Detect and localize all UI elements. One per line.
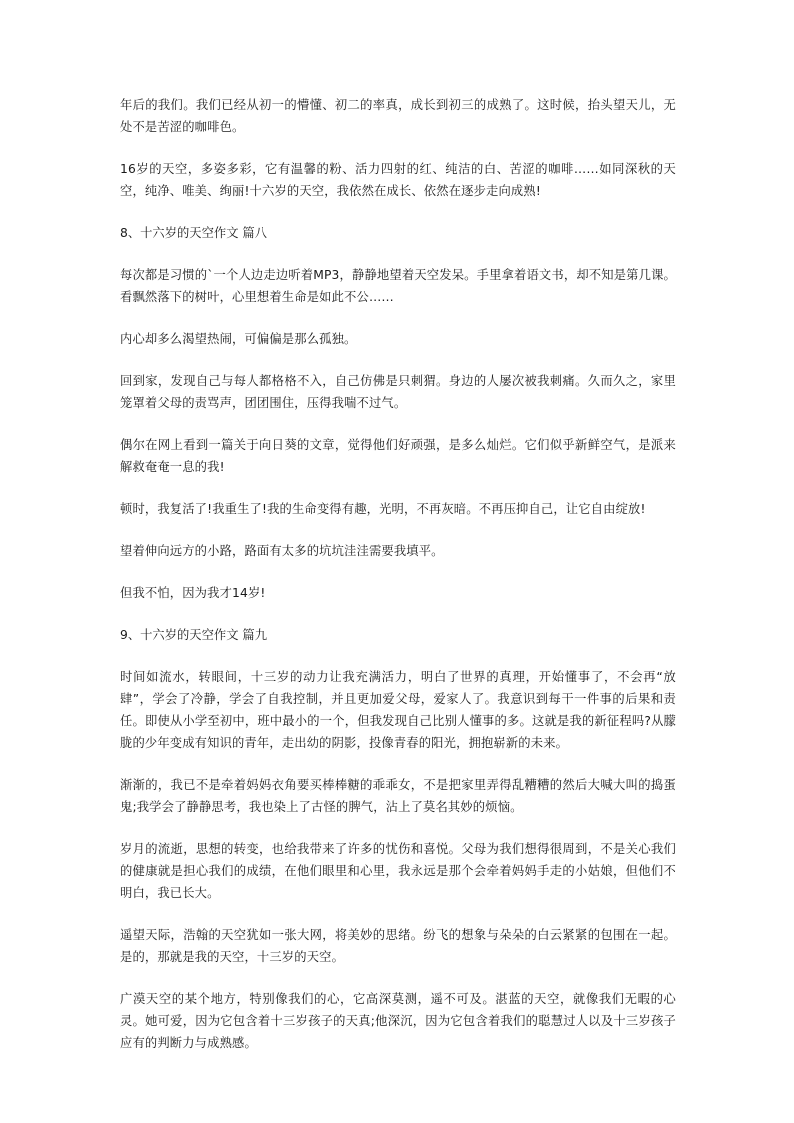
section-heading: 9、十六岁的天空作文 篇九 xyxy=(120,628,267,642)
paragraph: 广漠天空的某个地方，特别像我们的心，它高深莫测，遥不可及。湛蓝的天空，就像我们无暇的心灵。她可爱，因为它包含着十三岁孩子的天真;他深沉，因为它包含着我们的聪慧过人以及十三岁孩子应有的判断力与成熟感。 xyxy=(120,992,676,1050)
paragraph: 每次都是习惯的`一个人边走边听着MP3，静静地望着天空发呆。手里拿着语文书，却不知是第几课。看飘然落下的树叶，心里想着生命是如此不公…… xyxy=(120,268,676,304)
paragraph: 偶尔在网上看到一篇关于向日葵的文章，觉得他们好顽强，是多么灿烂。它们似乎新鲜空气，是派来解救奄奄一息的我! xyxy=(120,438,676,474)
paragraph: 遥望天际，浩翰的天空犹如一张大网，将美妙的思绪。纷飞的想象与朵朵的白云紧紧的包围在一起。是的，那就是我的天空，十三岁的天空。 xyxy=(120,928,676,964)
paragraph: 时间如流水，转眼间，十三岁的动力让我充满活力，明白了世界的真理，开始懂事了，不会再“放肆”，学会了冷静，学会了自我控制，并且更加爱父母，爱家人了。我意识到每干一件事的后果和责任。即使从小学至初中，班中最小的一个，但我发现自己比别人懂事的多。这就是我的新征程吗?从朦胧的少年变成有知识的青年，走出幼的阴影，投像青春的阳光，拥抱崭新的未来。 xyxy=(120,670,676,750)
paragraph: 顿时，我复活了!我重生了!我的生命变得有趣，光明，不再灰暗。不再压抑自己，让它自由绽放! xyxy=(120,502,646,516)
paragraph: 回到家，发现自己与每人都格格不入，自己仿佛是只刺猬。身边的人屡次被我刺痛。久而久之，家里笼罩着父母的责骂声，团团围住，压得我喘不过气。 xyxy=(120,374,676,410)
paragraph: 岁月的流逝，思想的转变，也给我带来了许多的忧伤和喜悦。父母为我们想得很周到，不是关心我们的健康就是担心我们的成绩，在他们眼里和心里，我永远是那个会牵着妈妈手走的小姑娘，但他们不明白，我已长大。 xyxy=(120,842,676,900)
paragraph: 内心却多么渴望热闹，可偏偏是那么孤独。 xyxy=(120,332,357,346)
paragraph: 渐渐的，我已不是牵着妈妈衣角要买棒棒糖的乖乖女，不是把家里弄得乱糟糟的然后大喊大叫的捣蛋鬼;我学会了静静思考，我也染上了古怪的脾气，沾上了莫名其妙的烦恼。 xyxy=(120,778,676,814)
section-heading: 8、十六岁的天空作文 篇八 xyxy=(120,226,267,240)
paragraph: 16岁的天空，多姿多彩，它有温馨的粉、活力四射的红、纯洁的白、苦涩的咖啡……如同深秋的天空，纯净、唯美、绚丽!十六岁的天空，我依然在成长、依然在逐步走向成熟! xyxy=(120,162,676,198)
paragraph: 望着伸向远方的小路，路面有太多的坑坑洼洼需要我填平。 xyxy=(120,544,444,558)
paragraph: 年后的我们。我们已经从初一的懵懂、初二的率真，成长到初三的成熟了。这时候，抬头望天儿，无处不是苦涩的咖啡色。 xyxy=(120,98,676,134)
document-page xyxy=(120,94,676,1074)
paragraph: 但我不怕，因为我才14岁! xyxy=(120,586,266,600)
